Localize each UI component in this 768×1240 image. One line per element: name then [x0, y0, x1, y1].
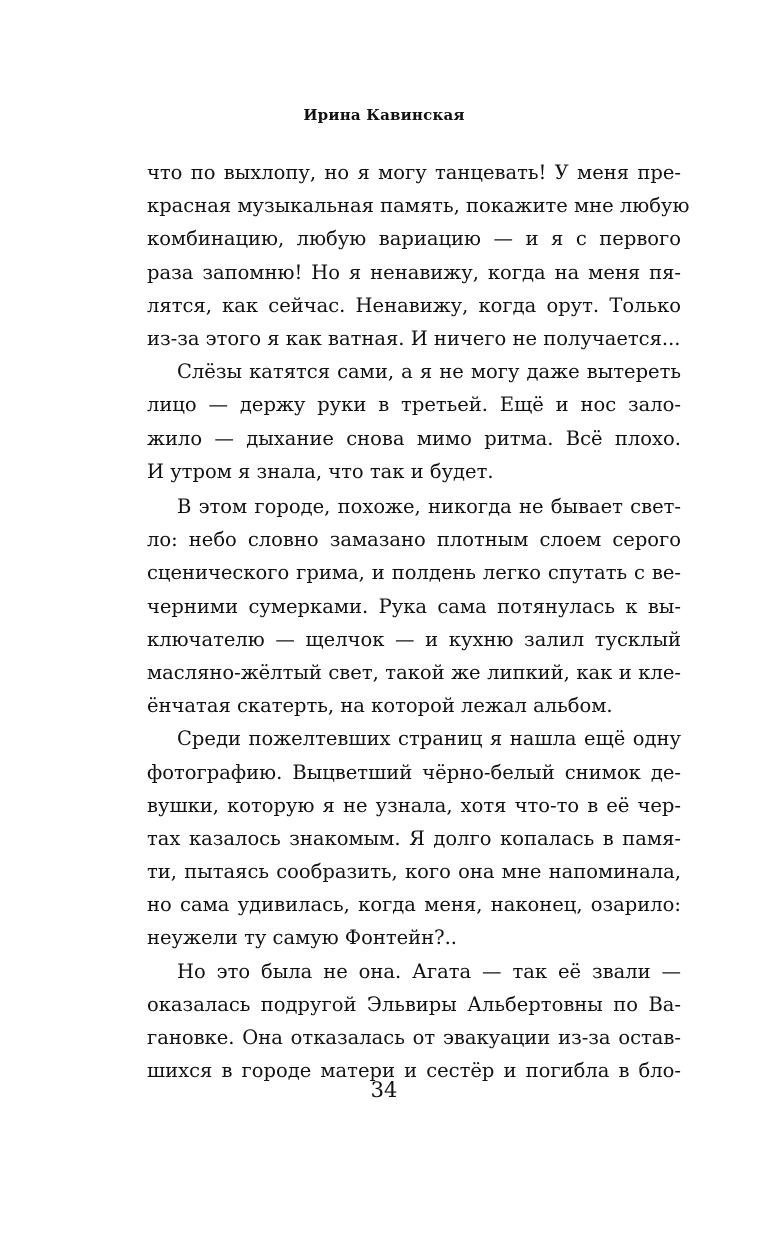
text-line: черними сумерками. Рука сама потянулась к вы-: [147, 594, 681, 618]
paragraph-first-line: Но это была не она. Агата — так её звали —: [177, 959, 681, 983]
text-line: раза запомню! Но я ненавижу, когда на меня пя-: [147, 260, 681, 284]
page-number: 34: [370, 1078, 398, 1102]
text-line: вушки, которую я не узнала, хотя что-то в её чер-: [147, 793, 681, 817]
text-line: лятся, как сейчас. Ненавижу, когда орут. Только: [147, 293, 681, 317]
text-line: ло: небо словно замазано плотным слоем серого: [147, 528, 681, 552]
text-line: комбинацию, любую вариацию — и я с первого: [147, 227, 681, 251]
text-block-2: [147, 490, 681, 1087]
text-line: ключателю — щелчок — и кухню залил тусклый: [147, 627, 681, 651]
text-line: шихся в городе матери и сестёр и погибла в бло-: [147, 1059, 681, 1083]
paragraph-first-line: Среди пожелтевших страниц я нашла ещё одну: [177, 727, 681, 751]
text-block-1: [147, 156, 690, 488]
running-head: Ирина Кавинская: [303, 106, 465, 124]
text-line: фотографию. Выцветший чёрно-белый снимок де-: [147, 760, 681, 784]
text-line: но сама удивилась, когда меня, наконец, озарило:: [147, 893, 681, 917]
text-line: неужели ту самую Фонтейн?..: [147, 926, 457, 950]
text-line: ёнчатая скатерть, на которой лежал альбом.: [147, 694, 613, 718]
text-line: лицо — держу руки в третьей. Ещё и нос зало-: [147, 393, 681, 417]
text-line: из-за этого я как ватная. И ничего не получается...: [147, 326, 681, 350]
paragraph-first-line: В этом городе, похоже, никогда не бывает свет-: [177, 495, 681, 518]
text-line: масляно-жёлтый свет, такой же липкий, как и кле-: [147, 660, 681, 684]
text-line: жило — дыхание снова мимо ритма. Всё плохо.: [147, 426, 681, 450]
text-line: тах казалось знакомым. Я долго копалась в памя-: [147, 826, 681, 850]
paragraph-first-line: Слёзы катятся сами, а я не могу даже вытереть: [177, 360, 681, 384]
text-line: что по выхлопу, но я могу танцевать! У меня пре-: [147, 161, 681, 184]
text-line: ти, пытаясь сообразить, кого она мне напоминала,: [147, 860, 681, 884]
text-line: И утром я знала, что так и будет.: [147, 459, 494, 483]
text-line: гановке. Она отказалась от эвакуации из-за остав-: [147, 1026, 681, 1049]
text-line: оказалась подругой Эльвиры Альбертовны по Ва-: [147, 992, 681, 1016]
text-line: красная музыкальная память, покажите мне любую: [147, 194, 690, 218]
text-line: сценического грима, и полдень легко спутать с ве-: [147, 561, 681, 585]
